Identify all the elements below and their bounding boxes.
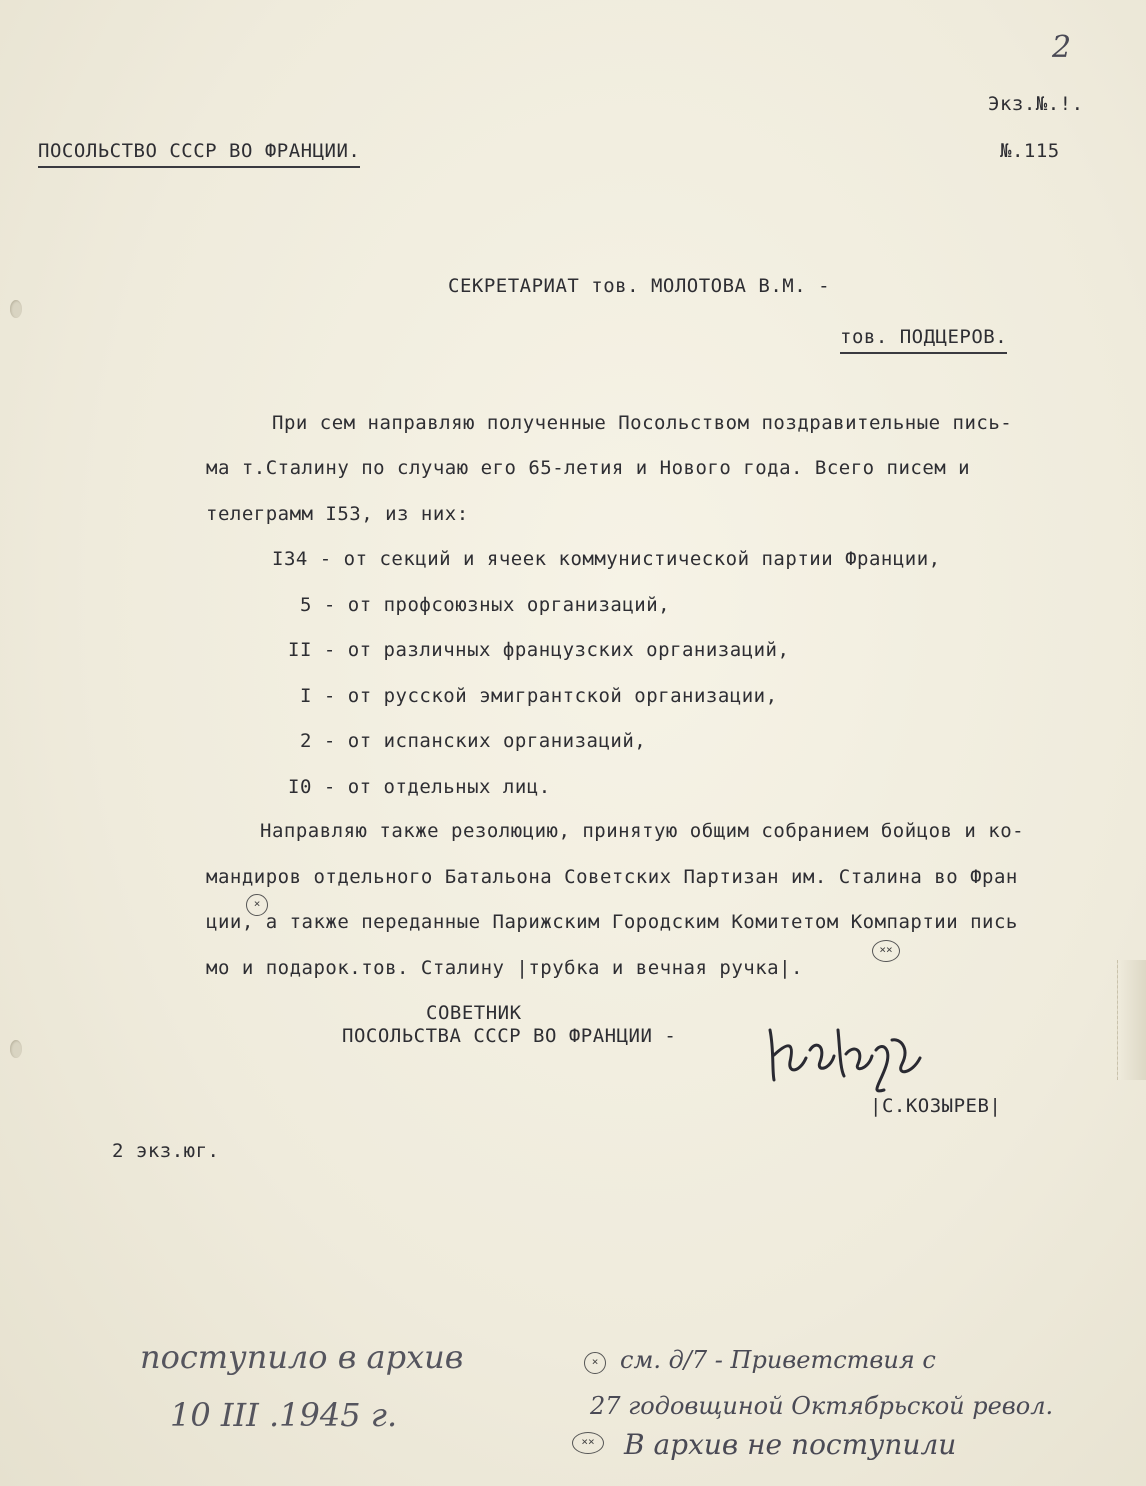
- list-item: II - от различных французских организаций,: [288, 639, 790, 661]
- list-item: I0 - от отдельных лиц.: [288, 776, 551, 798]
- signatory-title-2: ПОСОЛЬСТВА СССР ВО ФРАНЦИИ -: [342, 1025, 677, 1047]
- handwritten-signature: [760, 1010, 960, 1100]
- list-item: I34 - от секций и ячеек коммунистической партии Франции,: [272, 548, 941, 570]
- document-number: №.115: [1000, 140, 1060, 162]
- handwritten-note-x-line-1: см. д/7 - Приветствия с: [620, 1346, 936, 1374]
- list-item: 2 - от испанских организаций,: [300, 730, 647, 752]
- list-item: 5 - от профсоюзных организаций,: [300, 594, 671, 616]
- addressee-line-1: СЕКРЕТАРИАТ тов. МОЛОТОВА В.М. -: [448, 275, 831, 297]
- handwritten-note-xx: В архив не поступили: [624, 1428, 957, 1461]
- copy-number: Экз.№.!.: [988, 93, 1084, 115]
- note-marker-x: ×: [584, 1352, 606, 1374]
- handwritten-note-x-line-2: 27 годовщиной Октябрьской револ.: [590, 1392, 1054, 1420]
- signatory-name: |С.КОЗЫРЕВ|: [870, 1095, 1002, 1117]
- paragraph-line: мо и подарок.тов. Сталину |трубка и вечная ручка|.: [206, 957, 803, 979]
- paragraph-line: мандиров отдельного Батальона Советских Партизан им. Сталина во Фран: [206, 866, 1018, 888]
- intro-line: При сем направляю полученные Посольством поздравительные пись-: [272, 412, 1013, 434]
- punch-hole: [10, 1040, 22, 1058]
- paragraph-line: Направляю также резолюцию, принятую общим собранием бойцов и ко-: [260, 820, 1025, 842]
- note-marker-xx: ××: [572, 1432, 604, 1454]
- list-item: I - от русской эмигрантской организации,: [300, 685, 778, 707]
- archive-stamp-line-2: 10 III .1945 г.: [170, 1396, 398, 1434]
- addressee-line-2: тов. ПОДЦЕРОВ.: [840, 326, 1007, 354]
- intro-line: ма т.Сталину по случаю его 65-летия и Нового года. Всего писем и: [206, 457, 971, 479]
- signatory-title-1: СОВЕТНИК: [426, 1002, 522, 1024]
- copies-note: 2 экз.юг.: [112, 1140, 220, 1162]
- sender-heading: ПОСОЛЬСТВО СССР ВО ФРАНЦИИ.: [38, 140, 360, 168]
- punch-hole: [10, 300, 22, 318]
- intro-line: телеграмм I53, из них:: [206, 503, 469, 525]
- archive-stamp-line-1: поступило в архив: [140, 1338, 464, 1376]
- torn-edge: [1117, 960, 1146, 1080]
- footnote-marker-x: ×: [246, 894, 268, 916]
- archive-page-number: 2: [1052, 30, 1072, 65]
- footnote-marker-xx: ××: [872, 940, 900, 962]
- paragraph-line: ции, а также переданные Парижским Городским Комитетом Компартии пись: [206, 911, 1018, 933]
